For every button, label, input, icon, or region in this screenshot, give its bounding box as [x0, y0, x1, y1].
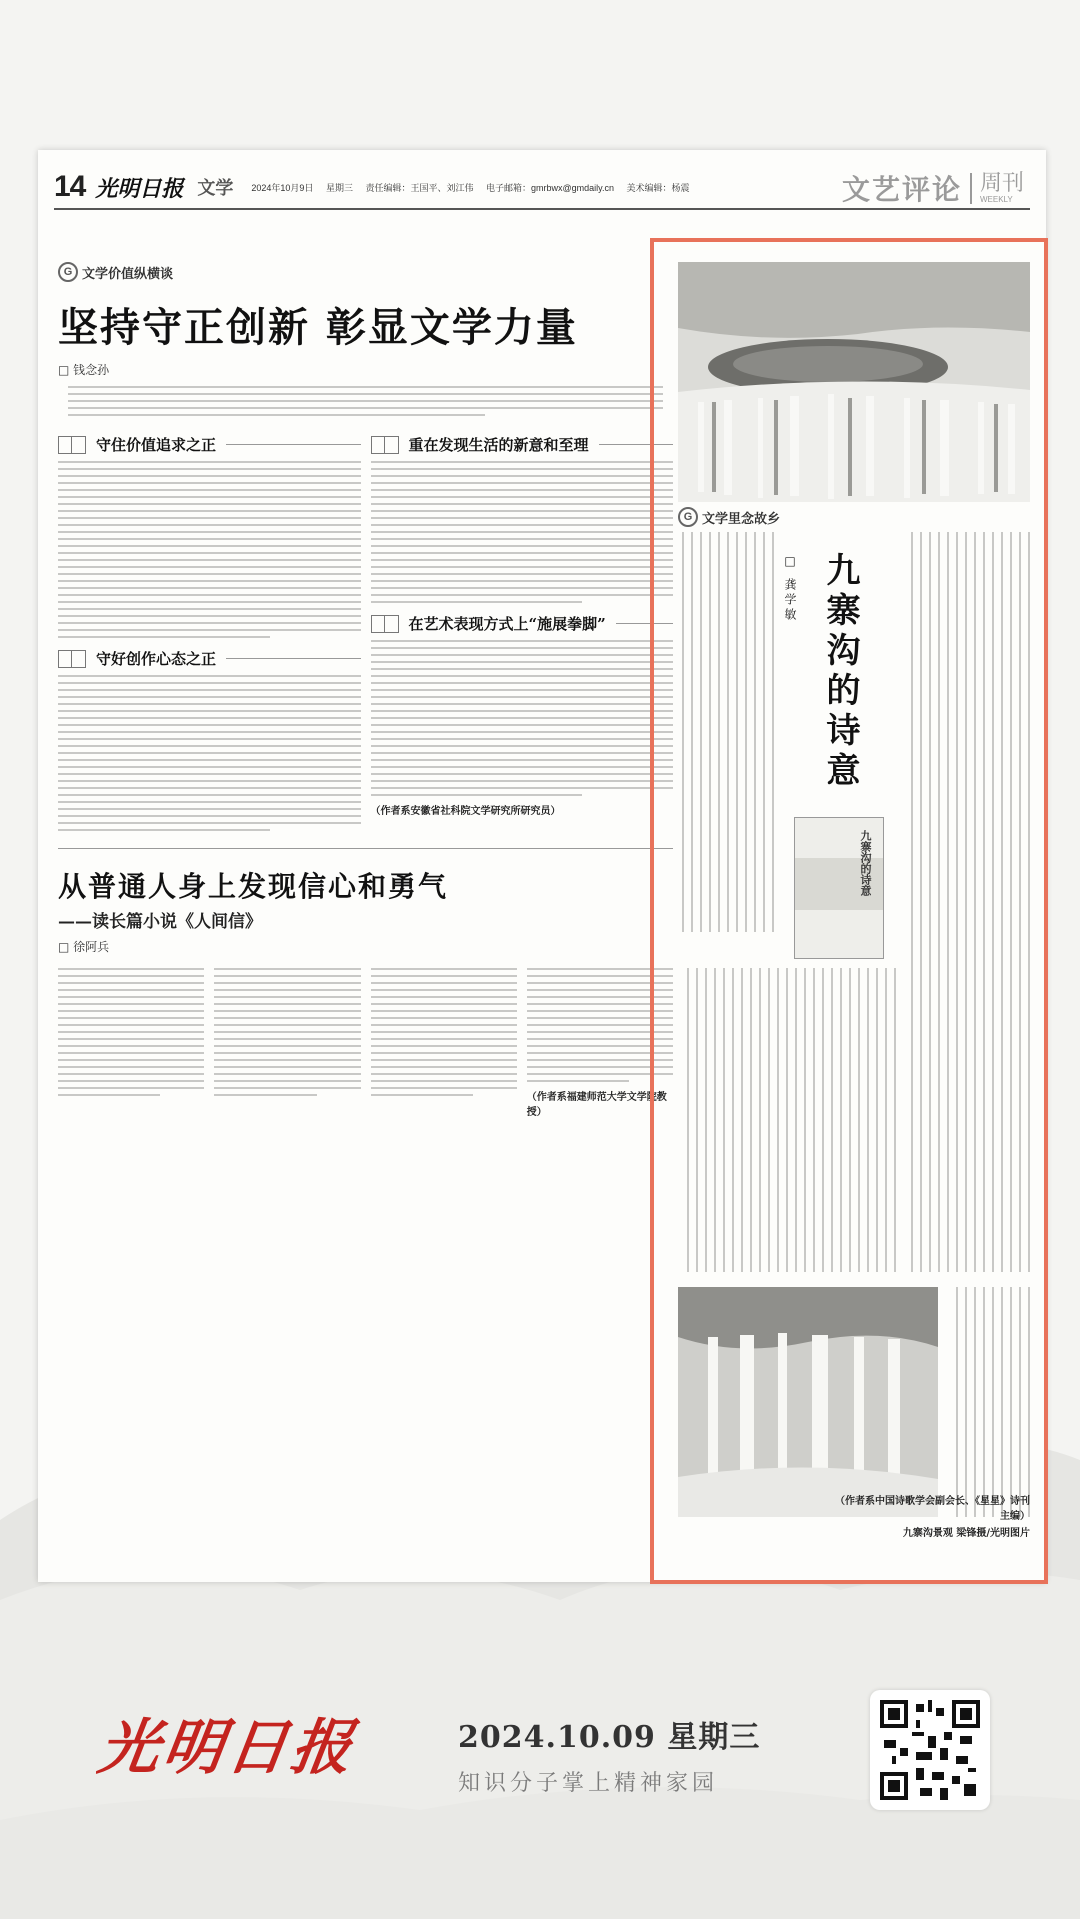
- second-byline: □ 徐阿兵: [58, 940, 110, 954]
- subhead-3: 重在发现生活的新意和至理: [371, 434, 674, 455]
- footer-logo: 光明日报: [94, 1713, 361, 1783]
- book-cover: [794, 817, 884, 959]
- masthead-rule: [54, 208, 1030, 210]
- masthead-logo: 光明日报: [95, 175, 184, 202]
- body-text: [58, 675, 361, 831]
- issue-weekday: 星期三: [325, 182, 353, 193]
- feature-text-middle: [678, 968, 896, 1272]
- main-article: [58, 262, 673, 1602]
- book-icon: [58, 436, 86, 454]
- subhead-1: 守住价值追求之正: [58, 434, 361, 455]
- waterfall-photo-top: [678, 262, 1030, 502]
- weekly-banner: [842, 168, 1024, 208]
- footer-date: 2024.10.09 星期三: [458, 1720, 761, 1755]
- second-headline: 从普通人身上发现信心和勇气: [58, 870, 449, 903]
- art-editor: 美术编辑：杨震: [626, 182, 690, 193]
- issue-date: 2024年10月9日: [251, 182, 314, 193]
- masthead-info: [251, 181, 699, 194]
- book-icon: [371, 615, 399, 633]
- main-lead: [58, 386, 673, 416]
- weekly-label: 周刊 WEEKLY: [970, 173, 1024, 204]
- book-icon: [58, 650, 86, 668]
- feature-kicker: G 文学里念故乡: [678, 505, 786, 529]
- qr-code[interactable]: [870, 1690, 990, 1810]
- subhead-4: 在艺术表现方式上“施展拳脚”: [371, 613, 674, 634]
- g-badge-icon: G: [58, 262, 78, 282]
- feature-text-right: [904, 532, 1030, 1272]
- second-body: [58, 963, 673, 1118]
- waterfall-photo-bottom: [678, 1287, 938, 1517]
- main-byline: □ 钱念孙: [58, 363, 110, 377]
- footer-slogan: 知识分子掌上精神家园: [458, 1771, 719, 1796]
- weekly-title: 文艺评论: [841, 173, 962, 206]
- masthead: [54, 170, 1030, 206]
- second-article: [58, 848, 673, 1118]
- second-author-note: （作者系福建师范大学文学院教授）: [526, 1092, 667, 1118]
- body-text: [371, 461, 674, 603]
- subhead-2: 守好创作心态之正: [58, 648, 361, 669]
- feature-title: 九寨沟的诗意: [820, 552, 860, 792]
- g-badge-icon: G: [678, 507, 698, 527]
- second-subtitle: ——读长篇小说《人间信》: [58, 912, 262, 932]
- main-author-note: （作者系安徽省社科院文学研究所研究员）: [370, 806, 561, 817]
- feature-author: □ 龚学敏: [783, 554, 797, 623]
- body-text: [371, 640, 674, 796]
- main-kicker: G 文学价值纵横谈: [58, 262, 673, 282]
- editors: 责任编辑：王国平、刘江伟: [365, 182, 474, 193]
- email: 电子邮箱：gmrbwx@gmdaily.cn: [486, 182, 615, 193]
- main-headline: 坚持守正创新 彰显文学力量: [58, 304, 578, 351]
- page-number: 14: [54, 170, 86, 203]
- feature-author-note: （作者系中国诗歌学会副会长、《星星》诗刊主编）: [835, 1496, 1030, 1522]
- main-body: [58, 424, 673, 836]
- feature-text-end: [946, 1287, 1030, 1517]
- feature-article: [678, 262, 1030, 1556]
- body-text: [58, 461, 361, 638]
- photo-credit: 九寨沟景观 梁锋摄/光明图片: [902, 1528, 1030, 1539]
- feature-text-left: [678, 532, 774, 932]
- qr-code-icon: [880, 1700, 980, 1800]
- book-icon: [371, 436, 399, 454]
- section-name: 文学: [197, 178, 234, 199]
- book-cover-title: 九寨沟的诗意: [859, 830, 872, 896]
